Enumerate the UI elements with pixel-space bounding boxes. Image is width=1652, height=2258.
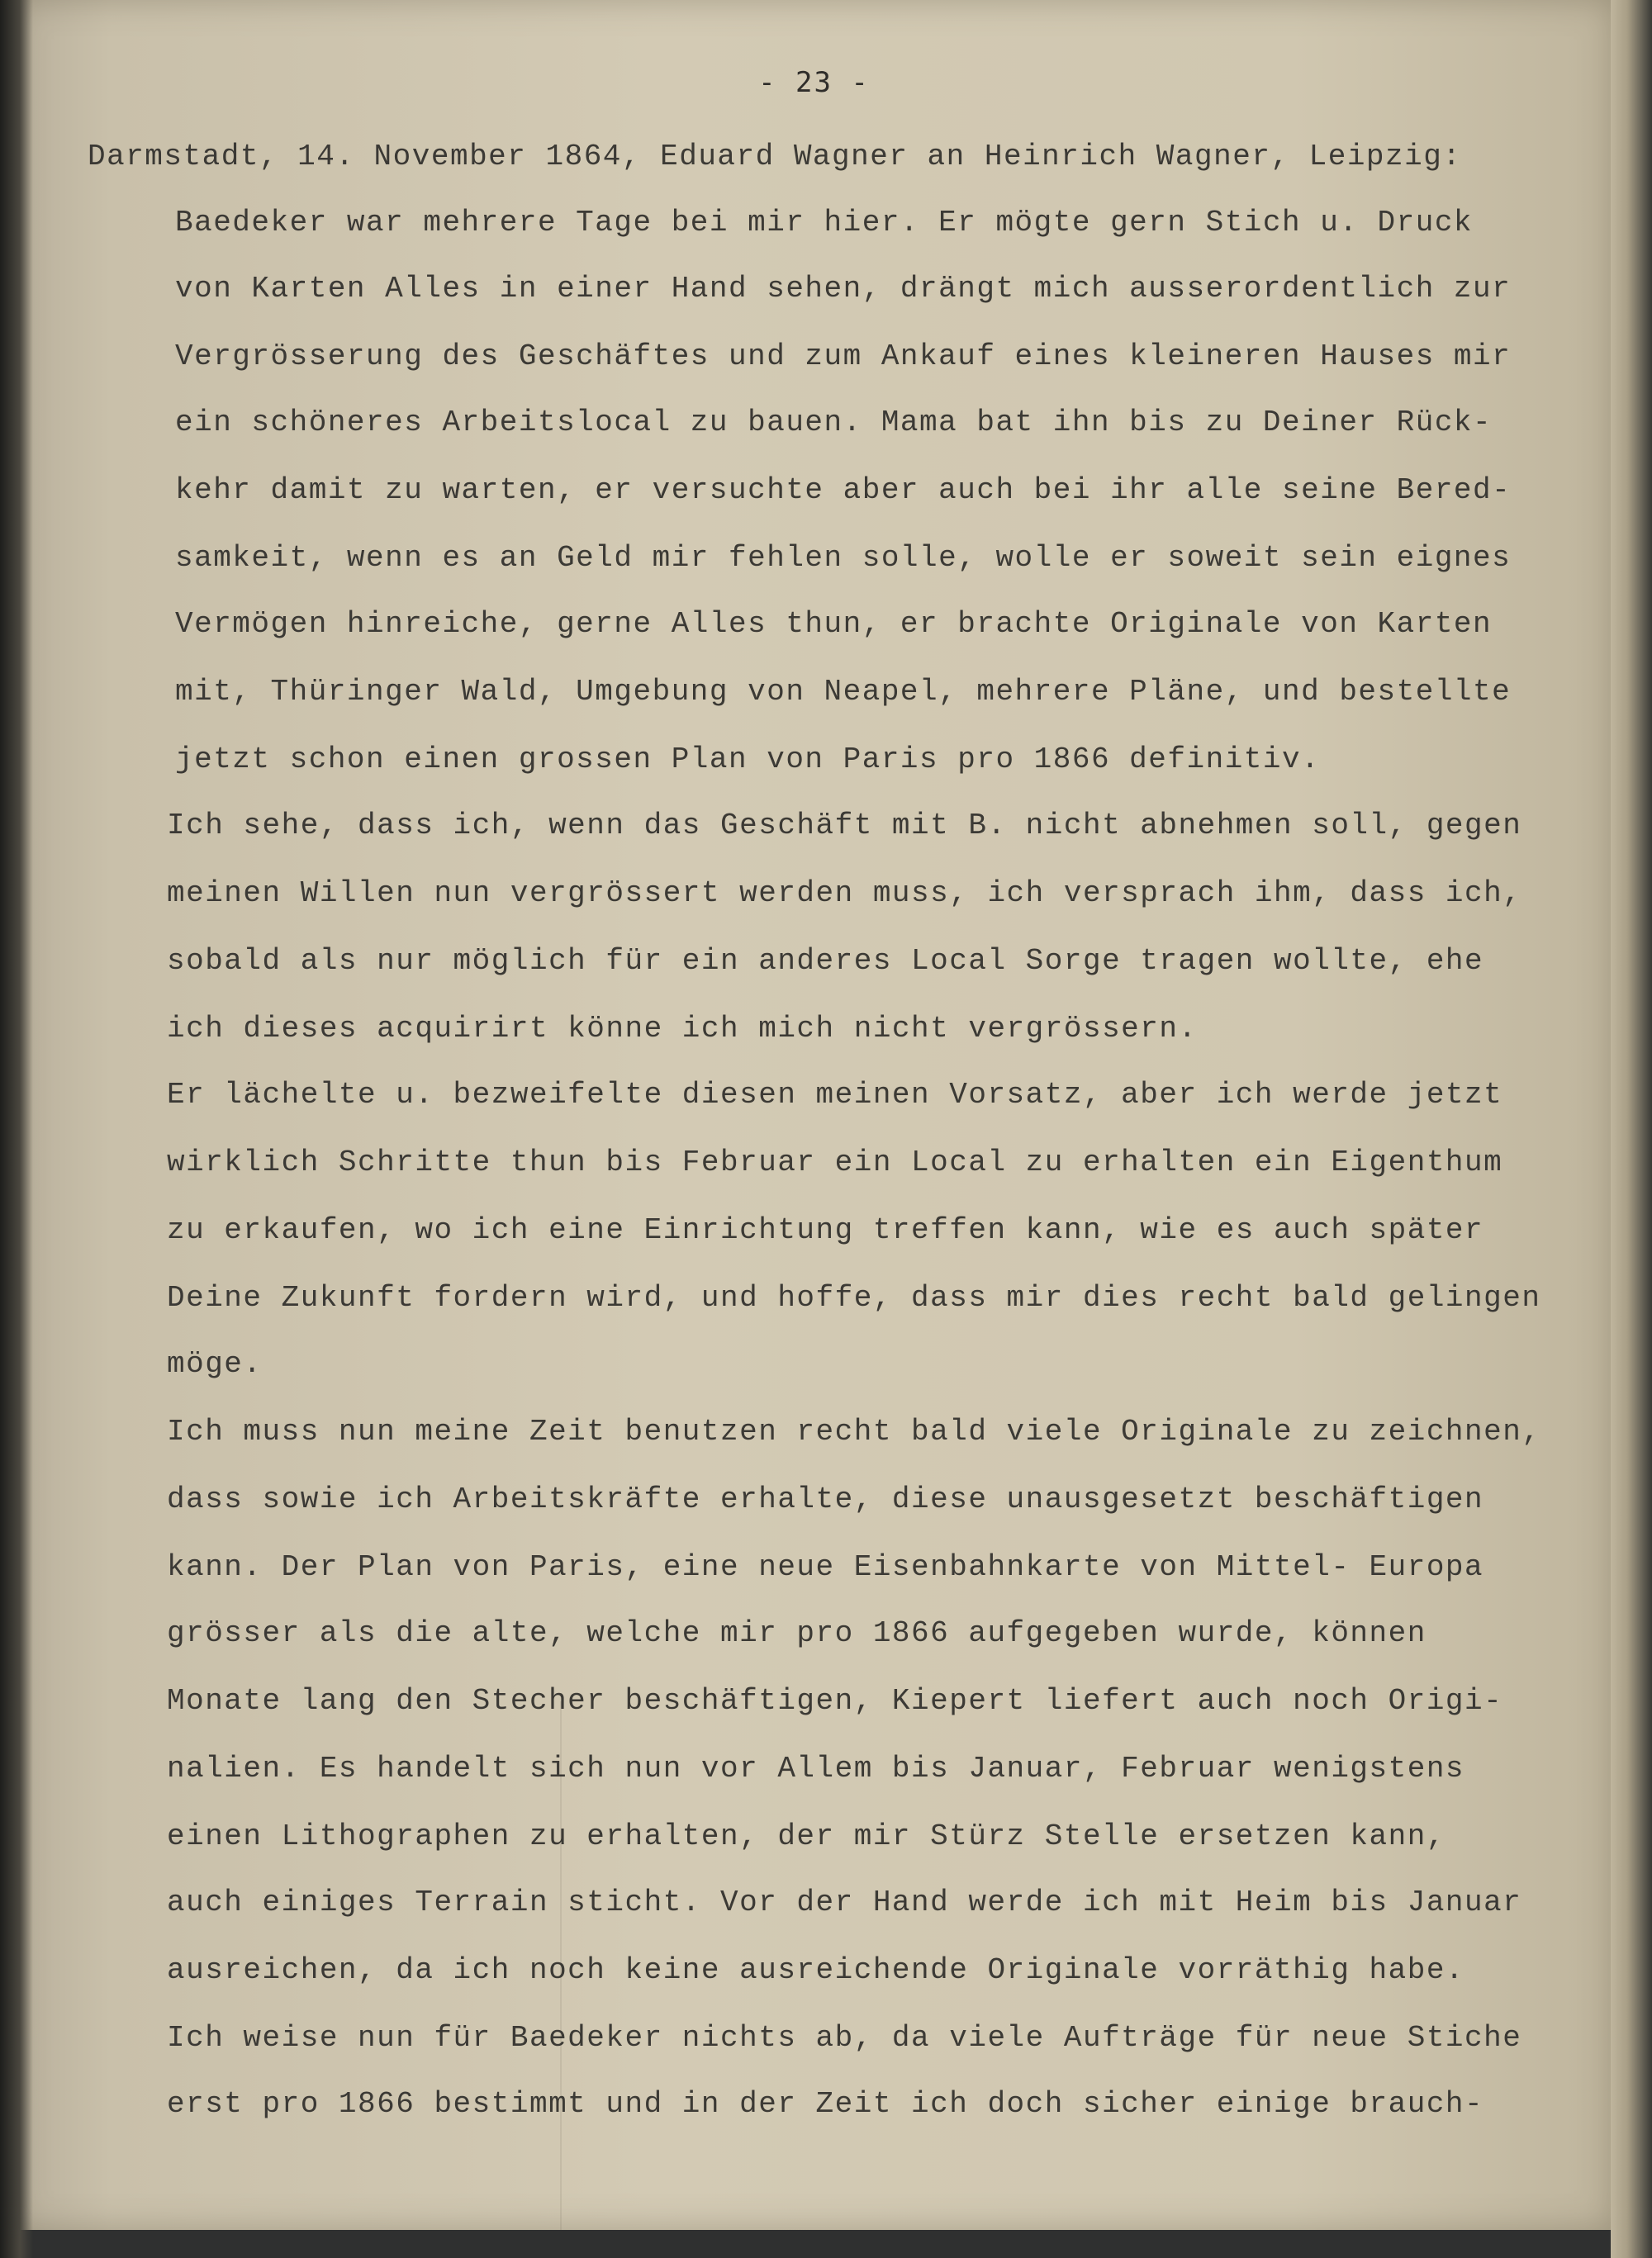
text-line: Ich weise nun für Baedeker nichts ab, da viele Aufträge für neue Stiche bbox=[167, 2021, 1522, 2055]
text-line: Vermögen hinreiche, gerne Alles thun, er brachte Originale von Karten bbox=[175, 607, 1493, 641]
text-line: Er lächelte u. bezweifelte diesen meinen Vorsatz, aber ich werde jetzt bbox=[167, 1078, 1503, 1112]
page-number: - 23 - bbox=[758, 66, 870, 99]
text-line: Baedeker war mehrere Tage bei mir hier. Er mögte gern Stich u. Druck bbox=[175, 206, 1474, 240]
text-line: Vergrösserung des Geschäftes und zum Ankauf eines kleineren Hauses mir bbox=[175, 339, 1512, 373]
text-line: jetzt schon einen grossen Plan von Paris pro 1866 definitiv. bbox=[175, 742, 1321, 776]
page-edge bbox=[1611, 0, 1652, 2258]
text-line: grösser als die alte, welche mir pro 1866 aufgegeben wurde, können bbox=[167, 1616, 1427, 1650]
text-line: Deine Zukunft fordern wird, und hoffe, dass mir dies recht bald gelingen bbox=[167, 1281, 1541, 1315]
text-line: zu erkaufen, wo ich eine Einrichtung treffen kann, wie es auch später bbox=[167, 1213, 1484, 1247]
text-line: erst pro 1866 bestimmt und in der Zeit ich doch sicher einige brauch- bbox=[167, 2087, 1484, 2121]
text-line: Ich sehe, dass ich, wenn das Geschäft mit B. nicht abnehmen soll, gegen bbox=[167, 809, 1522, 842]
text-line: sobald als nur möglich für ein anderes Local Sorge tragen wollte, ehe bbox=[167, 944, 1484, 978]
text-line: ausreichen, da ich noch keine ausreichende Originale vorräthig habe. bbox=[167, 1953, 1465, 1987]
typewritten-letter bbox=[88, 132, 1591, 2121]
letter-heading: Darmstadt, 14. November 1864, Eduard Wagner an Heinrich Wagner, Leipzig: bbox=[88, 140, 1462, 173]
text-line: dass sowie ich Arbeitskräfte erhalte, diese unausgesetzt beschäftigen bbox=[167, 1482, 1484, 1516]
text-line: kehr damit zu warten, er versuchte aber auch bei ihr alle seine Bered- bbox=[175, 473, 1512, 507]
text-line: auch einiges Terrain sticht. Vor der Hand werde ich mit Heim bis Januar bbox=[167, 1886, 1522, 1919]
text-line: meinen Willen nun vergrössert werden muss, ich versprach ihm, dass ich, bbox=[167, 876, 1522, 910]
text-line: kann. Der Plan von Paris, eine neue Eisenbahnkarte von Mittel- Europa bbox=[167, 1550, 1484, 1584]
text-line: ein schöneres Arbeitslocal zu bauen. Mama bat ihn bis zu Deiner Rück- bbox=[175, 406, 1493, 439]
text-line: wirklich Schritte thun bis Februar ein Local zu erhalten ein Eigenthum bbox=[167, 1146, 1503, 1179]
text-line: samkeit, wenn es an Geld mir fehlen solle, wolle er soweit sein eignes bbox=[175, 541, 1512, 575]
text-line: von Karten Alles in einer Hand sehen, drängt mich ausserordentlich zur bbox=[175, 272, 1512, 306]
paper-sheet bbox=[15, 0, 1613, 2230]
text-line: ich dieses acquirirt könne ich mich nicht vergrössern. bbox=[167, 1012, 1198, 1046]
binding-shadow bbox=[0, 0, 33, 2258]
text-line: möge. bbox=[167, 1347, 263, 1381]
text-line: einen Lithographen zu erhalten, der mir Stürz Stelle ersetzen kann, bbox=[167, 1819, 1446, 1853]
text-line: nalien. Es handelt sich nun vor Allem bis Januar, Februar wenigstens bbox=[167, 1752, 1465, 1786]
text-line: Monate lang den Stecher beschäftigen, Kiepert liefert auch noch Origi- bbox=[167, 1684, 1503, 1718]
text-line: mit, Thüringer Wald, Umgebung von Neapel, mehrere Pläne, und bestellte bbox=[175, 675, 1512, 709]
text-line: Ich muss nun meine Zeit benutzen recht bald viele Originale zu zeichnen, bbox=[167, 1415, 1541, 1449]
